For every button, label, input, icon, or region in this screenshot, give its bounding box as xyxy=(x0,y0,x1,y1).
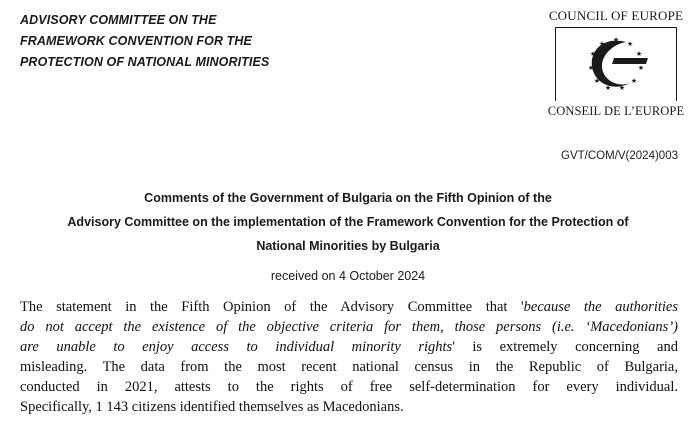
svg-text:★: ★ xyxy=(593,77,601,85)
committee-heading xyxy=(20,10,269,73)
document-reference: GVT/COM/V(2024)003 xyxy=(561,150,678,162)
body-line xyxy=(20,297,678,317)
svg-text:★: ★ xyxy=(637,64,645,72)
body-line: Specifically, 1 143 citizens identified themselves as Macedonians. xyxy=(20,399,404,415)
quoted-text: are unable to enjoy access to individual minority rights xyxy=(20,339,453,355)
body-line: conducted in 2021, attests to the rights of free self-determination for every individual. xyxy=(20,379,678,395)
svg-text:★: ★ xyxy=(630,77,638,85)
svg-text:★: ★ xyxy=(626,40,634,48)
body-line xyxy=(20,337,678,357)
logo-frame xyxy=(555,27,677,101)
received-date: received on 4 October 2024 xyxy=(270,269,426,283)
title-line: National Minorities by Bulgaria xyxy=(256,239,440,253)
logo-title-fr: CONSEIL DE L’EUROPE xyxy=(547,104,685,118)
svg-text:★: ★ xyxy=(587,64,595,72)
svg-text:★: ★ xyxy=(635,50,643,58)
quoted-text: do not accept the existence of the objective criteria for them, those persons (i.e. ‘Macedonians’) xyxy=(20,319,678,335)
body-line xyxy=(20,317,678,337)
committee-line: PROTECTION OF NATIONAL MINORITIES xyxy=(20,55,270,69)
title-line: Comments of the Government of Bulgaria on the Fifth Opinion of the xyxy=(144,191,552,205)
body-paragraph xyxy=(20,297,678,417)
body-text-span: The statement in the Fifth Opinion of the Advisory Committee that ' xyxy=(20,299,524,315)
svg-text:★: ★ xyxy=(612,36,620,44)
document-title xyxy=(0,186,696,258)
svg-text:★: ★ xyxy=(598,40,606,48)
body-line: misleading. The data from the most recent national census in the Republic of Bulgaria, xyxy=(20,359,678,375)
body-text-span: ' is extremely concerning and xyxy=(452,339,678,355)
svg-text:★: ★ xyxy=(618,84,626,92)
logo-title-en: COUNCIL OF EUROPE xyxy=(548,8,684,23)
committee-line: ADVISORY COMMITTEE ON THE xyxy=(20,13,217,27)
council-of-europe-logo xyxy=(547,8,685,119)
svg-text:★: ★ xyxy=(589,50,597,58)
svg-text:★: ★ xyxy=(604,84,612,92)
quoted-text: because the authorities xyxy=(523,299,678,315)
council-of-europe-emblem-icon xyxy=(556,28,676,101)
committee-line: FRAMEWORK CONVENTION FOR THE xyxy=(20,34,252,48)
title-line: Advisory Committee on the implementation of the Framework Convention for the Protection of xyxy=(67,215,629,229)
